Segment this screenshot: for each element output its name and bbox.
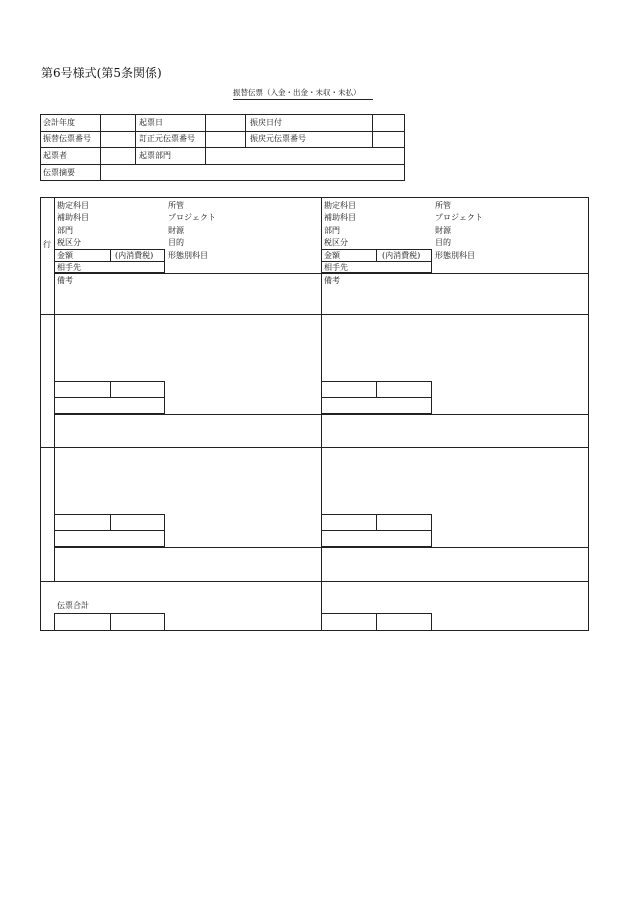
fund-source-label: 財源	[168, 226, 184, 235]
issuer-label: 起票者	[43, 151, 67, 160]
account-label: 勘定科目	[57, 201, 89, 210]
account-label: 勘定科目	[324, 201, 356, 210]
sub-account-label: 補助科目	[57, 213, 89, 222]
tax-category-label: 税区分	[324, 238, 348, 247]
correction-source-label: 訂正元伝票番号	[139, 134, 195, 143]
division-label: 部門	[324, 226, 340, 235]
transfer-back-source-label: 振戻元伝票番号	[250, 134, 306, 143]
project-label: プロジェクト	[168, 213, 216, 222]
tax-category-label: 税区分	[57, 238, 81, 247]
purpose-label: 目的	[168, 238, 184, 247]
fiscal-year-label: 会計年度	[43, 118, 75, 127]
summary-label: 伝票摘要	[43, 168, 75, 177]
sub-account-label: 補助科目	[324, 213, 356, 222]
fund-source-label: 財源	[435, 226, 451, 235]
jurisdiction-label: 所管	[168, 201, 184, 210]
form-number: 第6号様式(第5条関係)	[41, 66, 162, 80]
consumption-tax-label: (内消費税)	[115, 251, 154, 260]
purpose-label: 目的	[435, 238, 451, 247]
counterparty-label: 相手先	[324, 263, 348, 272]
form-account-label: 形態別科目	[168, 251, 208, 260]
form-account-label: 形態別科目	[435, 251, 475, 260]
counterparty-label: 相手先	[57, 263, 81, 272]
slip-total-label: 伝票合計	[57, 601, 89, 610]
issue-date-label: 起票日	[139, 118, 163, 127]
remarks-label: 備考	[57, 276, 73, 285]
row-label: 行	[43, 240, 51, 249]
issuer-dept-label: 起票部門	[139, 151, 171, 160]
consumption-tax-label: (内消費税)	[382, 251, 421, 260]
transfer-back-date-label: 振戻日付	[250, 118, 282, 127]
amount-label: 金額	[57, 251, 73, 260]
project-label: プロジェクト	[435, 213, 483, 222]
slip-title: 振替伝票（入金・出金・未収・未払）	[233, 88, 373, 100]
amount-label: 金額	[324, 251, 340, 260]
slip-number-label: 振替伝票番号	[43, 134, 91, 143]
jurisdiction-label: 所管	[435, 201, 451, 210]
division-label: 部門	[57, 226, 73, 235]
remarks-label: 備考	[324, 276, 340, 285]
